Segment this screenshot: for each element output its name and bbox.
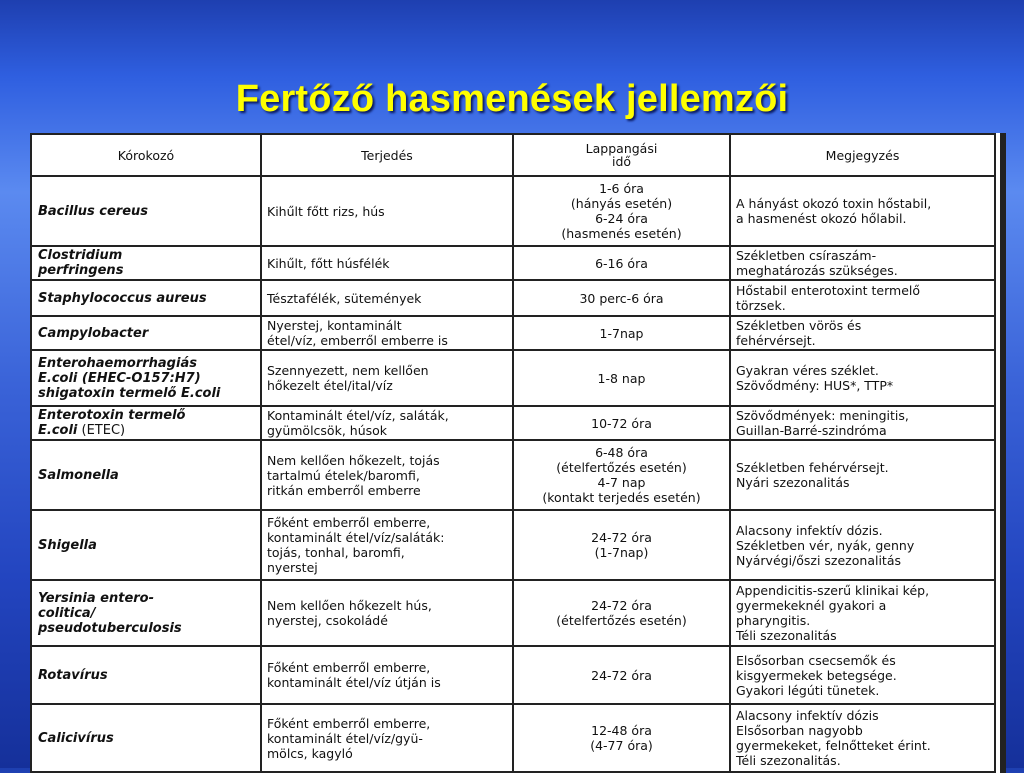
spread-cell <box>261 510 513 580</box>
cell-line: (1-7nap) <box>594 545 649 560</box>
pathogen-line: Salmonella <box>38 467 119 483</box>
cell-line: Szövődmények: meningitis, <box>736 408 909 423</box>
cell-line: Nem kellően hőkezelt hús, <box>267 598 432 613</box>
note-cell <box>730 350 995 406</box>
cell-line: Gyakori légúti tünetek. <box>736 682 880 698</box>
cell-line: Főként emberről emberre, <box>267 660 431 675</box>
cell-line: 1-6 óra <box>599 181 644 196</box>
cell-line: Kontaminált étel/víz, saláták, <box>267 408 449 423</box>
cell-line: kontaminált étel/víz/gyü- <box>267 730 423 746</box>
cell-line: (ételfertőzés esetén) <box>556 460 687 475</box>
header-note: Megjegyzés <box>730 134 995 176</box>
cell-line: Hőstabil enterotoxint termelő <box>736 283 921 298</box>
incubation-cell <box>513 246 730 280</box>
cell-line: 24-72 óra <box>591 598 652 613</box>
cell-line: Szennyezett, nem kellően <box>267 363 429 378</box>
cell-line: nyerstej <box>267 560 318 575</box>
cell-line: Alacsony infektív dózis. <box>736 522 883 538</box>
cell-line: Szövődmény: HUS*, TTP* <box>736 378 894 393</box>
pathogen-table <box>30 133 996 773</box>
cell-line: (4-77 óra) <box>590 738 653 753</box>
cell-line: Nyerstej, kontaminált <box>267 318 402 333</box>
spread-cell <box>261 406 513 440</box>
spread-cell <box>261 350 513 406</box>
table-row <box>31 280 995 316</box>
spread-cell <box>261 440 513 510</box>
pathogen-cell <box>31 580 261 646</box>
slide-title: Fertőző hasmenések jellemzői <box>235 78 789 120</box>
header-pathogen: Kórokozó <box>31 134 261 176</box>
pathogen-line: Rotavírus <box>38 667 108 683</box>
table-row <box>31 510 995 580</box>
cell-line: tojás, tonhal, baromfi, <box>267 545 405 560</box>
incubation-cell <box>513 646 730 704</box>
note-cell <box>730 176 995 246</box>
pathogen-line: Staphylococcus aureus <box>38 290 207 306</box>
pathogen-line: Bacillus cereus <box>38 203 149 219</box>
cell-line: Székletben csíraszám- <box>736 248 877 263</box>
incubation-cell <box>513 280 730 316</box>
pathogen-cell <box>31 280 261 316</box>
pathogen-cell <box>31 176 261 246</box>
cell-line: 1-7nap <box>599 325 644 341</box>
cell-line: nyerstej, csokoládé <box>267 613 388 628</box>
cell-line: meghatározás szükséges. <box>736 263 898 278</box>
incubation-cell <box>513 510 730 580</box>
incubation-cell <box>513 316 730 350</box>
cell-line: tartalmú ételek/baromfi, <box>267 467 420 483</box>
pathogen-line: E.coli (ETEC) <box>38 423 126 438</box>
pathogen-line: pseudotuberculosis <box>38 620 182 636</box>
incubation-cell <box>513 406 730 440</box>
cell-line: gyermekeknél gyakori a <box>736 598 887 613</box>
cell-line: Nyárvégi/őszi szezonalitás <box>736 552 901 568</box>
cell-line: gyümölcsök, húsok <box>267 423 388 438</box>
note-cell <box>730 406 995 440</box>
note-cell <box>730 704 995 772</box>
incubation-cell <box>513 176 730 246</box>
note-cell <box>730 316 995 350</box>
pathogen-line: Enterohaemorrhagiás <box>38 355 197 371</box>
note-cell <box>730 646 995 704</box>
spread-cell <box>261 580 513 646</box>
cell-line: Főként emberről emberre, <box>267 715 431 731</box>
cell-line: 24-72 óra <box>591 667 652 683</box>
pathogen-line: E.coli (EHEC-O157:H7) <box>38 370 201 386</box>
cell-line: Főként emberről emberre, <box>267 515 431 530</box>
header-incubation: Lappangási idő <box>513 134 730 176</box>
cell-line: pharyngitis. <box>736 613 811 628</box>
pathogen-cell <box>31 406 261 440</box>
pathogen-line: Shigella <box>38 537 97 553</box>
cell-line: 30 perc-6 óra <box>579 290 664 306</box>
spread-cell <box>261 646 513 704</box>
cell-line: kontaminált étel/víz/saláták: <box>267 530 445 545</box>
pathogen-line: shigatoxin termelő E.coli <box>38 385 221 401</box>
pathogen-line: perfringens <box>38 263 124 278</box>
table-row <box>31 580 995 646</box>
cell-line: Nem kellően hőkezelt, tojás <box>267 452 440 468</box>
cell-line: Appendicitis-szerű klinikai kép, <box>736 583 930 598</box>
pathogen-cell <box>31 246 261 280</box>
cell-line: 10-72 óra <box>591 415 652 431</box>
cell-line: (hányás esetén) <box>570 196 673 211</box>
cell-line: fehérvérsejt. <box>736 333 816 348</box>
cell-line: A hányást okozó toxin hőstabil, <box>736 196 932 211</box>
cell-line: Guillan-Barré-szindróma <box>736 423 887 438</box>
spread-cell <box>261 316 513 350</box>
cell-line: kisgyermekek betegsége. <box>736 667 897 683</box>
table-row <box>31 316 995 350</box>
cell-line: Téli szezonalitás <box>736 628 837 643</box>
pathogen-cell <box>31 704 261 772</box>
pathogen-cell <box>31 316 261 350</box>
incubation-cell <box>513 704 730 772</box>
cell-line: Kihűlt főtt rizs, hús <box>267 203 385 219</box>
table-row <box>31 350 995 406</box>
table-row <box>31 246 995 280</box>
pathogen-line: Clostridium <box>38 248 123 263</box>
note-cell <box>730 246 995 280</box>
cell-line: (ételfertőzés esetén) <box>556 613 687 628</box>
incubation-cell <box>513 440 730 510</box>
cell-line: Székletben fehérvérsejt. <box>736 460 889 475</box>
cell-line: 12-48 óra <box>591 723 652 738</box>
pathogen-cell <box>31 440 261 510</box>
table-row <box>31 646 995 704</box>
cell-line: étel/víz, emberről emberre is <box>267 333 448 348</box>
table-header-row <box>31 134 995 176</box>
pathogen-table-container <box>30 133 1006 773</box>
spread-cell <box>261 246 513 280</box>
table-row <box>31 406 995 440</box>
cell-line: kontaminált étel/víz útján is <box>267 675 441 690</box>
pathogen-line: colitica/ <box>38 605 96 621</box>
cell-line: (kontakt terjedés esetén) <box>542 490 701 505</box>
header-spread: Terjedés <box>261 134 513 176</box>
cell-line: (hasmenés esetén) <box>561 226 682 241</box>
cell-line: mölcs, kagyló <box>267 745 353 761</box>
pathogen-cell <box>31 510 261 580</box>
cell-line: hőkezelt étel/ital/víz <box>267 378 393 393</box>
cell-line: a hasmenést okozó hőlabil. <box>736 211 907 226</box>
spread-cell <box>261 704 513 772</box>
cell-line: Téli szezonalitás. <box>736 753 841 768</box>
cell-line: 6-24 óra <box>595 211 648 226</box>
cell-line: Kihűlt, főtt húsfélék <box>267 255 390 271</box>
table-row <box>31 440 995 510</box>
cell-line: törzsek. <box>736 298 786 313</box>
incubation-cell <box>513 350 730 406</box>
table-row <box>31 176 995 246</box>
cell-line: Elsősorban csecsemők és <box>736 652 896 668</box>
pathogen-line: Calicivírus <box>38 730 114 746</box>
note-cell <box>730 440 995 510</box>
cell-line: 6-48 óra <box>595 445 648 460</box>
pathogen-cell <box>31 646 261 704</box>
pathogen-line: Enterotoxin termelő <box>38 408 186 423</box>
note-cell <box>730 580 995 646</box>
note-cell <box>730 510 995 580</box>
spread-cell <box>261 176 513 246</box>
cell-line: Székletben vörös és <box>736 318 862 333</box>
cell-line: Alacsony infektív dózis <box>736 708 879 723</box>
pathogen-cell <box>31 350 261 406</box>
cell-line: 4-7 nap <box>597 475 646 490</box>
cell-line: 1-8 nap <box>597 370 646 386</box>
pathogen-line: Campylobacter <box>38 325 149 341</box>
cell-line: 6-16 óra <box>595 255 648 271</box>
incubation-cell <box>513 580 730 646</box>
cell-line: Tésztafélék, sütemények <box>267 290 422 306</box>
cell-line: gyermekeket, felnőtteket érint. <box>736 738 931 753</box>
cell-line: Gyakran véres széklet. <box>736 363 879 378</box>
cell-line: 24-72 óra <box>591 530 652 545</box>
spread-cell <box>261 280 513 316</box>
cell-line: Elsősorban nagyobb <box>736 723 863 738</box>
cell-line: Székletben vér, nyák, genny <box>736 537 915 553</box>
cell-line: Nyári szezonalitás <box>736 475 850 490</box>
table-row <box>31 704 995 772</box>
cell-line: ritkán emberről emberre <box>267 482 421 498</box>
pathogen-line: Yersinia entero- <box>38 590 155 606</box>
note-cell <box>730 280 995 316</box>
